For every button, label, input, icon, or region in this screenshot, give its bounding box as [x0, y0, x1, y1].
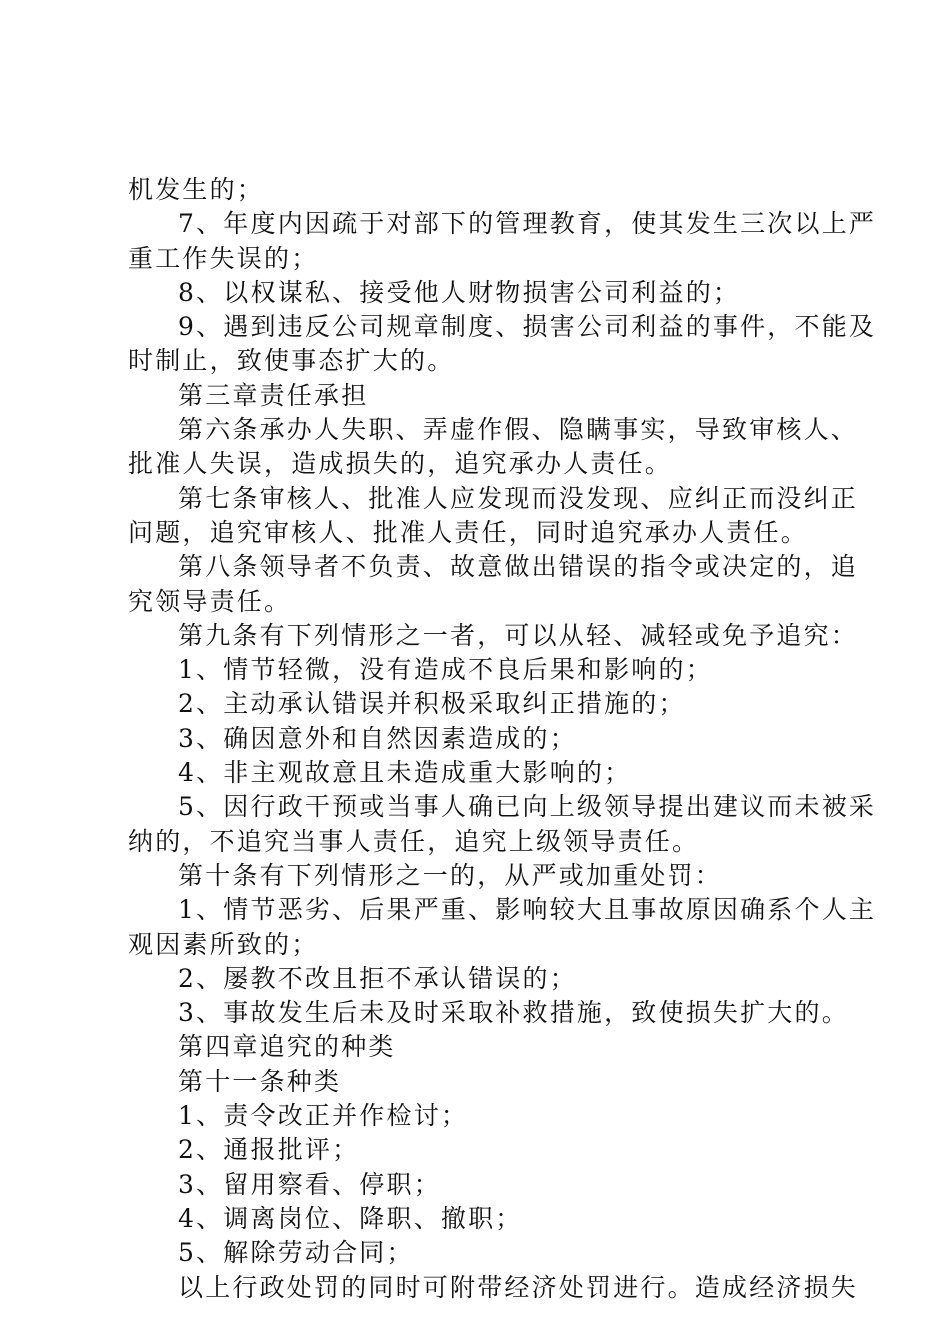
- text-line: 机发生的；: [128, 175, 265, 204]
- text-line: 究领导责任。: [128, 586, 292, 616]
- text-line: 第七条审核人、批准人应发现而没发现、应纠正而没纠正: [178, 483, 859, 513]
- text-line: 时制止，致使事态扩大的。: [128, 346, 455, 376]
- text-line: 9、遇到违反公司规章制度、损害公司利益的事件，不能及: [178, 312, 877, 342]
- document-body: [128, 173, 877, 1305]
- text-line: 第四章追究的种类: [178, 1032, 396, 1062]
- text-line: 以上行政处罚的同时可附带经济处罚进行。造成经济损失: [178, 1272, 859, 1302]
- text-line: 3、留用察看、停职；: [178, 1169, 441, 1199]
- text-line: 第十一条种类: [178, 1066, 342, 1096]
- text-line: 第三章责任承担: [178, 380, 369, 410]
- text-line: 5、因行政干预或当事人确已向上级领导提出建议而未被采: [178, 792, 877, 822]
- text-line: 2、通报批评；: [178, 1135, 360, 1165]
- text-line: 5、解除劳动合同；: [178, 1238, 414, 1268]
- text-line: 4、调离岗位、降职、撤职；: [178, 1203, 523, 1233]
- text-line: 1、责令改正并作检讨；: [178, 1101, 469, 1131]
- text-line: 第九条有下列情形之一者，可以从轻、减轻或免予追究：: [178, 620, 859, 650]
- text-line: 第六条承办人失职、弄虚作假、隐瞒事实，导致审核人、: [178, 415, 859, 445]
- text-line: 1、情节轻微，没有造成不良后果和影响的；: [178, 655, 713, 685]
- text-line: 8、以权谋私、接受他人财物损害公司利益的；: [178, 277, 741, 307]
- text-line: 3、事故发生后未及时采取补救措施，致使损失扩大的。: [178, 998, 849, 1028]
- text-line: 纳的，不追究当事人责任，追究上级领导责任。: [128, 826, 700, 856]
- text-line: 4、非主观故意且未造成重大影响的；: [178, 758, 632, 788]
- text-line: 7、年度内因疏于对部下的管理教育，使其发生三次以上严: [178, 209, 877, 239]
- text-line: 1、情节恶劣、后果严重、影响较大且事故原因确系个人主: [178, 895, 877, 925]
- text-line: 3、确因意外和自然因素造成的；: [178, 723, 577, 753]
- text-line: 2、屡教不改且拒不承认错误的；: [178, 963, 577, 993]
- text-line: 重工作失误的；: [128, 243, 319, 273]
- text-line: 2、主动承认错误并积极采取纠正措施的；: [178, 689, 686, 719]
- text-line: 第十条有下列情形之一的，从严或加重处罚：: [178, 860, 723, 890]
- text-line: 问题，追究审核人、批准人责任，同时追究承办人责任。: [128, 517, 809, 547]
- text-line: 观因素所致的；: [128, 929, 319, 959]
- text-line: 第八条领导者不负责、故意做出错误的指令或决定的，追: [178, 552, 859, 582]
- text-line: 批准人失误，造成损失的，追究承办人责任。: [128, 449, 673, 479]
